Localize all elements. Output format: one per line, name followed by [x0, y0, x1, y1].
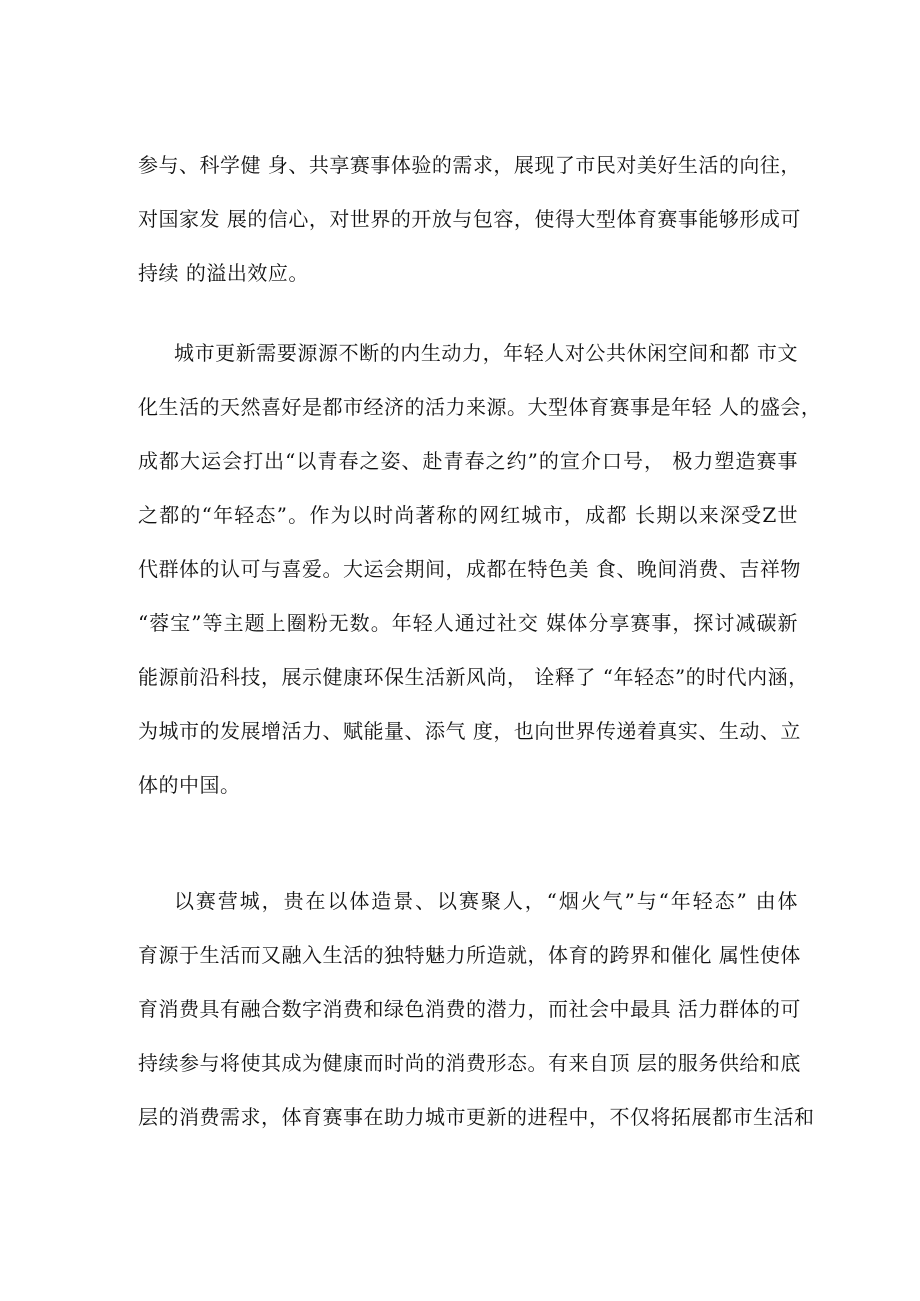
- text-line: 育源于生活而又融入生活的独特魅力所造就，体育的跨界和催化 属性使体: [138, 943, 801, 967]
- text-line: 育消费具有融合数字消费和绿色消费的潜力，而社会中最具 活力群体的可: [138, 997, 801, 1021]
- text-line: 代群体的认可与喜爱。大运会期间，成都在特色美 食、晚间消费、吉祥物: [138, 557, 801, 581]
- text-line: 以赛营城，贵在以体造景、以赛聚人，“烟火气”与“年轻态” 由体: [174, 889, 798, 913]
- text-line: 成都大运会打出“以青春之姿、赴青春之约”的宣介口号， 极力塑造赛事: [138, 449, 798, 473]
- text-line: “蓉宝”等主题上圈粉无数。年轻人通过社交 媒体分享赛事，探讨减碳新: [138, 611, 798, 635]
- paragraph-1: [138, 138, 801, 300]
- text-line: 为城市的发展增活力、赋能量、添气 度，也向世界传递着真实、生动、立: [138, 719, 801, 743]
- text-line: 持续参与将使其成为健康而时尚的消费形态。有来自顶 层的服务供给和底: [138, 1051, 801, 1075]
- text-line: 体的中国。: [138, 773, 241, 797]
- text-line: 化生活的天然喜好是都市经济的活力来源。大型体育赛事是年轻 人的盛会，: [138, 395, 822, 419]
- text-line: 参与、科学健 身、共享赛事体验的需求，展现了市民对美好生活的向往，: [138, 153, 801, 177]
- text-line: 城市更新需要源源不断的内生动力，年轻人对公共休闲空间和都 市文: [174, 341, 798, 365]
- text-line: 层的消费需求，体育赛事在助力城市更新的进程中，不仅将拓展都市生活和: [138, 1105, 815, 1129]
- text-line: 能源前沿科技，展示健康环保生活新风尚， 诠释了 “年轻态”的时代内涵，: [138, 665, 809, 689]
- text-line: 之都的“年轻态”。作为以时尚著称的网红城市，成都 长期以来深受Z世: [138, 503, 798, 527]
- paragraph-3: [138, 874, 815, 1144]
- paragraph-2: [138, 326, 822, 812]
- text-line: 对国家发 展的信心，对世界的开放与包容，使得大型体育赛事能够形成可: [138, 207, 801, 231]
- text-line: 持续 的溢出效应。: [138, 261, 309, 285]
